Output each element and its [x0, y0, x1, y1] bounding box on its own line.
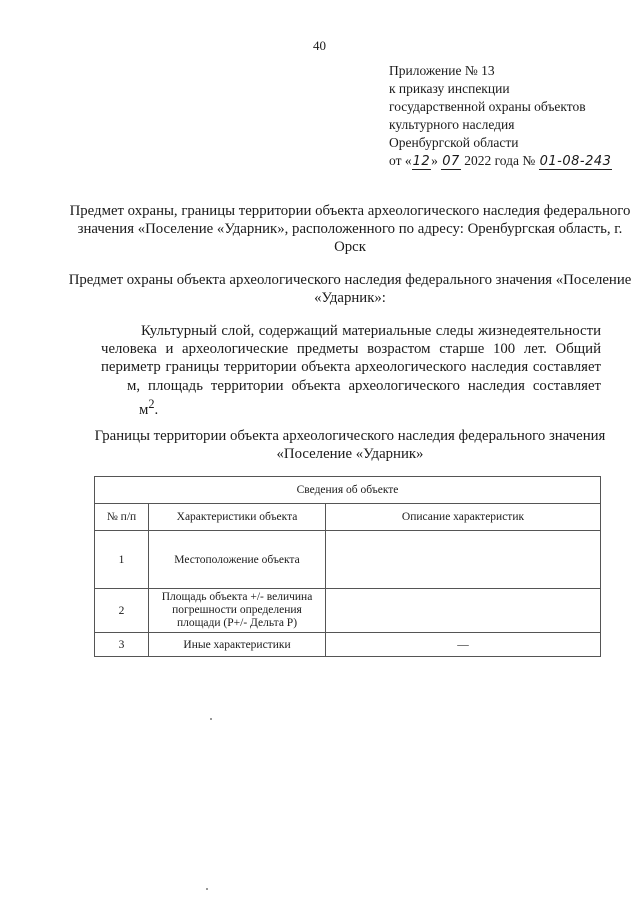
- row-number: 2: [95, 589, 149, 633]
- table-row: [95, 633, 601, 657]
- scan-speck: [206, 888, 208, 890]
- row-characteristic: Площадь объекта +/- величина погрешности определения площади (P+/- Дельта P): [149, 589, 326, 633]
- paragraph-text-c: м: [139, 401, 149, 418]
- row-number: 1: [95, 531, 149, 589]
- row-description: [326, 531, 601, 589]
- appendix-line-1: Приложение № 13: [389, 63, 495, 78]
- appendix-block: [389, 62, 612, 170]
- paragraph-text-a: Культурный слой, содержащий материальные следы жизнедеятельности человека и археологические предметы возрастом старше 100 лет. Общий периметр границы территории объекта археологического наследия составляет: [101, 323, 601, 376]
- page-number: 40: [313, 38, 326, 53]
- handwritten-day: 12: [412, 154, 431, 169]
- table-caption: Сведения об объекте: [95, 477, 601, 504]
- header-number: № п/п: [95, 504, 149, 531]
- table-row: [95, 531, 601, 589]
- appendix-line-4: культурного наследия: [389, 117, 515, 132]
- appendix-date-line: [389, 152, 612, 170]
- appendix-line-3: государственной охраны объектов: [389, 99, 586, 114]
- protection-subject-paragraph: [101, 322, 601, 419]
- row-characteristic: Местоположение объекта: [149, 531, 326, 589]
- scan-speck: [210, 718, 212, 720]
- object-info-table: [94, 476, 601, 657]
- handwritten-month: 07: [442, 154, 460, 169]
- appendix-line-2: к приказу инспекции: [389, 81, 510, 96]
- year-text: 2022 года №: [464, 153, 536, 168]
- row-description: —: [326, 633, 601, 657]
- header-characteristic: Характеристики объекта: [149, 504, 326, 531]
- handwritten-order-number: 01-08-243: [539, 154, 612, 169]
- header-description: Описание характеристик: [326, 504, 601, 531]
- protection-subject-heading: Предмет охраны объекта археологического наследия федерального значения «Поселение «Ударник»:: [68, 272, 632, 306]
- row-description: [326, 589, 601, 633]
- appendix-line-5: Оренбургской области: [389, 135, 519, 150]
- paragraph-text-d: .: [154, 401, 159, 418]
- date-prefix: от «: [389, 153, 412, 168]
- territory-borders-heading: Границы территории объекта археологического наследия федерального значения «Поселение «Ударник»: [94, 428, 606, 462]
- table-row: [95, 589, 601, 633]
- row-number: 3: [95, 633, 149, 657]
- row-characteristic: Иные характеристики: [149, 633, 326, 657]
- paragraph-superscript: 2: [148, 396, 155, 411]
- paragraph-text-b: м, площадь территории объекта археологического наследия составляет: [127, 377, 601, 394]
- date-mid: »: [431, 153, 438, 168]
- document-title: Предмет охраны, границы территории объекта археологического наследия федерального значения «Поселение «Ударник», расположенного по адресу: Оренбургская область, г. Орск: [69, 203, 631, 255]
